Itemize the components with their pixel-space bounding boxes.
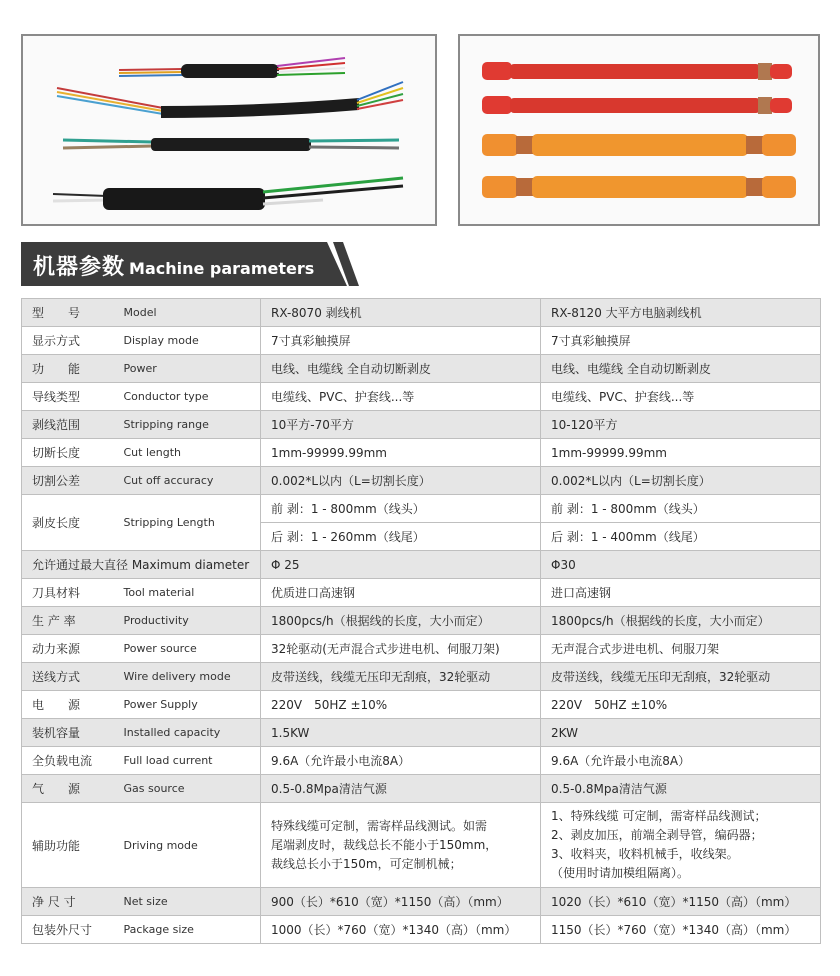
value-rx8120 [541,803,821,888]
row-label-cn: 导线类型 [22,383,114,411]
row-label-en: Power Supply [114,691,261,719]
table-row [22,916,821,944]
row-label-en: Stripping Length [114,495,261,551]
row-label-en: Stripping range [114,411,261,439]
table-row [22,411,821,439]
row-label-cn: 气 源 [22,775,114,803]
row-label-en: Power [114,355,261,383]
table-row [22,663,821,691]
table-row [22,803,821,888]
value-rx8120: 1800pcs/h（根据线的长度，大小而定） [541,607,821,635]
value-rx8070: 皮带送线，线缆无压印无刮痕，32轮驱动 [261,663,541,691]
heading-en: Machine parameters [129,259,315,278]
value-rx8120: 无声混合式步进电机、伺服刀架 [541,635,821,663]
table-row [22,551,821,579]
value-rx8120: 10-120平方 [541,411,821,439]
row-label: 允许通过最大直径 Maximum diameter [22,551,261,579]
table-row [22,888,821,916]
photo-multicore-cables [21,34,437,226]
value-rx8070: 优质进口高速钢 [261,579,541,607]
value-rx8120: 1150（长）*760（宽）*1340（高）（mm） [541,916,821,944]
row-label-cn: 装机容量 [22,719,114,747]
row-label-en: Model [114,299,261,327]
row-label-cn: 切断长度 [22,439,114,467]
row-label-cn: 动力来源 [22,635,114,663]
value-rx8120: 0.002*L以内（L=切割长度） [541,467,821,495]
row-label-cn: 辅助功能 [22,803,114,888]
section-heading [21,242,359,286]
value-rx8120: 7寸真彩触摸屏 [541,327,821,355]
value-rx8070: 电缆线、PVC、护套线...等 [261,383,541,411]
row-label-cn: 包装外尺寸 [22,916,114,944]
text-line: 裁线总长小于150m，可定制机械； [271,856,462,871]
row-label-cn: 净 尺 寸 [22,888,114,916]
value-rx8070: 0.002*L以内（L=切割长度） [261,467,541,495]
row-label-cn: 功 能 [22,355,114,383]
value-rx8070: 电线、电缆线 全自动切断剥皮 [261,355,541,383]
value-rx8070: 900（长）*610（宽）*1150（高）（mm） [261,888,541,916]
row-label-en: Wire delivery mode [114,663,261,691]
row-label-cn: 电 源 [22,691,114,719]
table-row [22,439,821,467]
value-rx8120: 进口高速钢 [541,579,821,607]
value-rx8120: 1mm-99999.99mm [541,439,821,467]
row-label-en: Installed capacity [114,719,261,747]
value-rx8120: RX-8120 大平方电脑剥线机 [541,299,821,327]
text-line: 2、剥皮加压，前端全剥导管，编码器； [551,828,763,842]
value-rx8070: 0.5-0.8Mpa清洁气源 [261,775,541,803]
value-rx8070: 1000（长）*760（宽）*1340（高）（mm） [261,916,541,944]
value-rx8070: Φ 25 [261,551,541,579]
value-rx8120: 电缆线、PVC、护套线...等 [541,383,821,411]
value-rx8070: RX-8070 剥线机 [261,299,541,327]
table-row [22,719,821,747]
table-row [22,775,821,803]
row-label-en: Package size [114,916,261,944]
parameters-table [21,298,821,944]
value-rx8070 [261,803,541,888]
table-row [22,327,821,355]
value-rx8070: 7寸真彩触摸屏 [261,327,541,355]
row-label-en: Net size [114,888,261,916]
table-row [22,607,821,635]
table-row [22,299,821,327]
row-label-cn: 剥线范围 [22,411,114,439]
value-rx8120: 电线、电缆线 全自动切断剥皮 [541,355,821,383]
value-rx8070: 10平方-70平方 [261,411,541,439]
row-label-en: Tool material [114,579,261,607]
row-label-en: Display mode [114,327,261,355]
value-rx8070-rear: 后 剥：1 - 260mm（线尾） [261,523,541,551]
table-row [22,691,821,719]
heading-cn: 机器参数 [33,255,126,280]
row-label-cn: 剥皮长度 [22,495,114,551]
table-row [22,383,821,411]
value-rx8070: 32轮驱动(无声混合式步进电机、伺服刀架) [261,635,541,663]
value-rx8120: 1020（长）*610（宽）*1150（高）（mm） [541,888,821,916]
table-row [22,579,821,607]
text-line: 尾端剥皮时，裁线总长不能小于150mm， [271,837,498,852]
value-rx8070: 9.6A（允许最小电流8A） [261,747,541,775]
row-label-cn: 刀具材料 [22,579,114,607]
row-label-en: Cut length [114,439,261,467]
value-rx8120-front: 前 剥：1 - 800mm（线头） [541,495,821,523]
value-rx8070: 1mm-99999.99mm [261,439,541,467]
row-label-en: Driving mode [114,803,261,888]
value-rx8070: 1.5KW [261,719,541,747]
table-row [22,467,821,495]
row-label-cn: 切割公差 [22,467,114,495]
value-rx8120: 220V 50HZ ±10% [541,691,821,719]
row-label-cn: 生 产 率 [22,607,114,635]
row-label-cn: 全负载电流 [22,747,114,775]
photo-large-section-cables [458,34,820,226]
value-rx8070: 1800pcs/h（根据线的长度，大小而定） [261,607,541,635]
table-row [22,495,821,523]
value-rx8120-rear: 后 剥：1 - 400mm（线尾） [541,523,821,551]
row-label-en: Gas source [114,775,261,803]
value-rx8120: 0.5-0.8Mpa清洁气源 [541,775,821,803]
value-rx8070: 220V 50HZ ±10% [261,691,541,719]
row-label-en: Full load current [114,747,261,775]
value-rx8120: 9.6A（允许最小电流8A） [541,747,821,775]
text-line: 1、特殊线缆 可定制，需寄样品线测试； [551,809,767,823]
row-label-cn: 显示方式 [22,327,114,355]
value-rx8120: 皮带送线，线缆无压印无刮痕，32轮驱动 [541,663,821,691]
row-label-en: Power source [114,635,261,663]
row-label-cn: 送线方式 [22,663,114,691]
value-rx8120: Φ30 [541,551,821,579]
value-rx8070-front: 前 剥：1 - 800mm（线头） [261,495,541,523]
value-rx8120: 2KW [541,719,821,747]
text-line: 特殊线缆可定制，需寄样品线测试。如需 [271,818,488,833]
table-row [22,747,821,775]
row-label-cn: 型 号 [22,299,114,327]
table-row [22,355,821,383]
row-label-en: Conductor type [114,383,261,411]
table-row [22,635,821,663]
row-label-en: Productivity [114,607,261,635]
text-line: 3、收料夹，收料机械手，收线架。 [551,847,739,861]
row-label-en: Cut off accuracy [114,467,261,495]
text-line: （使用时请加模组隔离）。 [551,866,690,880]
